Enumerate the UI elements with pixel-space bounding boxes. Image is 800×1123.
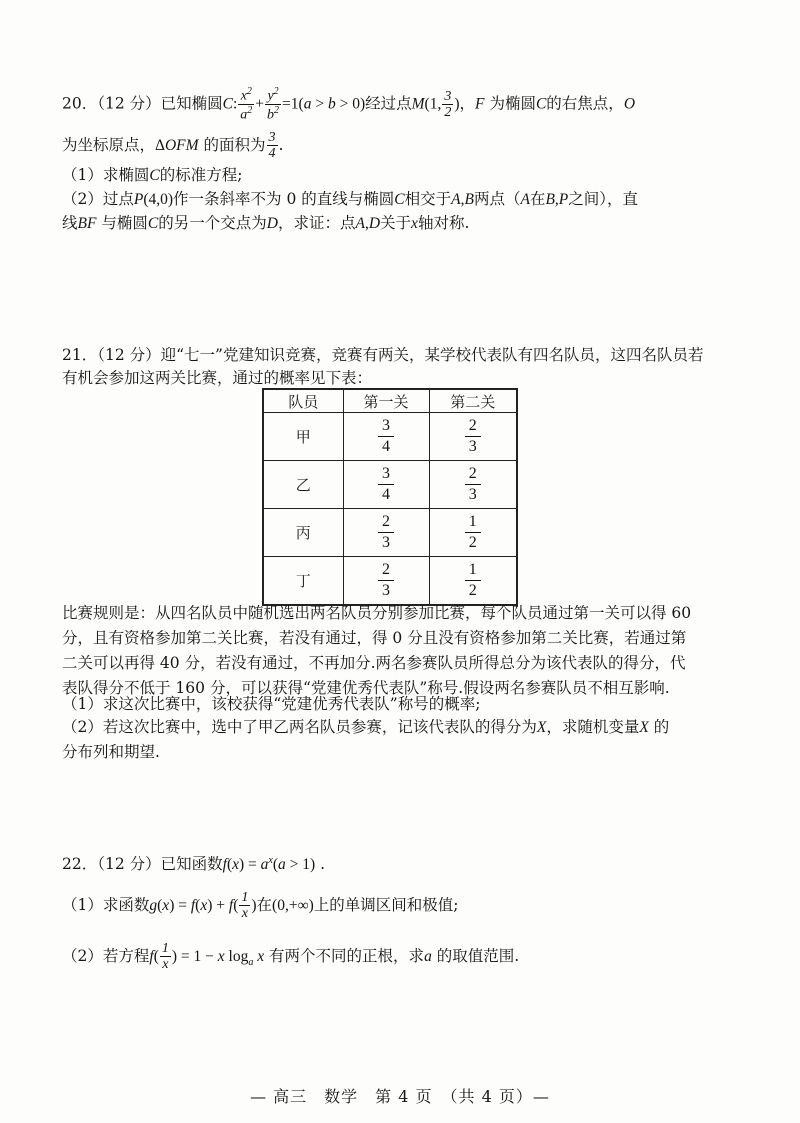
q21-part1: （1）求这次比赛中，该校获得“党建优秀代表队”称号的概率;	[62, 695, 481, 713]
table-row: 甲 $\frac{3}{4}$ $\frac{2}{3}$	[263, 413, 517, 461]
q20-part2-line1: （2）过点P(4,0)作一条斜率不为 0 的直线与椭圆C相交于A,B两点（A在B,P之间），直	[62, 190, 639, 208]
q22-line1: 22．（12 分）已知函数$f(x) = a^x(a > 1)$ .	[62, 855, 326, 874]
q20-label: 20．（12 分）	[62, 94, 161, 113]
q20-line2: 为坐标原点，ΔOFM 的面积为 $\frac{3}{4}$ .	[62, 130, 284, 162]
q22-part2: （2）若方程f( $\frac{1}{x}$ ) = 1 − x $\log_a x$ 有两个不同的正根，求a 的取值范围.	[62, 941, 520, 973]
table-header-round1: 第一关	[343, 389, 429, 413]
table-header-player: 队员	[263, 389, 343, 413]
q20-part2-line2: 线BF 与椭圆C的另一个交点为D，求证：点A,D关于x轴对称.	[62, 214, 470, 232]
page-footer: — 高三 数学 第 4 页 （共 4 页）—	[250, 1087, 550, 1106]
probability-table	[262, 388, 518, 606]
q21-label: 21．（12 分）	[62, 346, 161, 364]
q20-part1: （1）求椭圆C的标准方程;	[62, 166, 243, 184]
q22-part1: （1）求函数g(x) = f(x) + f( $\frac{1}{x}$ )在(0,+∞)上的单调区间和极值;	[62, 890, 459, 922]
q20-line1: 20．（12 分）已知椭圆C: $\frac{x^2}{a^2}$ + $\frac{y^2}{b^2}$ =1(a > b > 0)经过点M(1, $\frac{3}{2}$ )，F 为椭圆C的右焦点，O	[62, 86, 636, 123]
q22-label: 22．（12 分）	[62, 855, 161, 874]
table-row: 丁 $\frac{2}{3}$ $\frac{1}{2}$	[263, 557, 517, 606]
q21-line2: 有机会参加这两关比赛，通过的概率见下表：	[62, 369, 373, 387]
q21-rule-line2: 分，且有资格参加第二关比赛，若没有通过，得 0 分且没有资格参加第二关比赛，若通过第	[62, 629, 687, 647]
table-row: 丙 $\frac{2}{3}$ $\frac{1}{2}$	[263, 509, 517, 557]
q21-rule-line3: 二关可以再得 40 分，若没有通过，不再加分.两名参赛队员所得总分为该代表队的得分，代	[62, 654, 686, 672]
q21-part2-line2: 分布列和期望.	[62, 743, 160, 761]
q21-rule-line4: 表队得分不低于 160 分，可以获得“党建优秀代表队”称号.假设两名参赛队员不相互影响.	[62, 679, 670, 697]
table-row: 乙 $\frac{3}{4}$ $\frac{2}{3}$	[263, 461, 517, 509]
table-header-round2: 第二关	[429, 389, 517, 413]
q21-line1: 21．（12 分）迎“七一”党建知识竞赛，竞赛有两关，某学校代表队有四名队员，这四名队员若	[62, 346, 704, 364]
ellipse-equation: C	[222, 95, 233, 113]
q21-part2-line1: （2）若这次比赛中，选中了甲乙两名队员参赛，记该代表队的得分为X，求随机变量X 的	[62, 718, 670, 736]
q21-rule-line1: 比赛规则是：从四名队员中随机选出两名队员分别参加比赛，每个队员通过第一关可以得 60	[62, 604, 692, 622]
